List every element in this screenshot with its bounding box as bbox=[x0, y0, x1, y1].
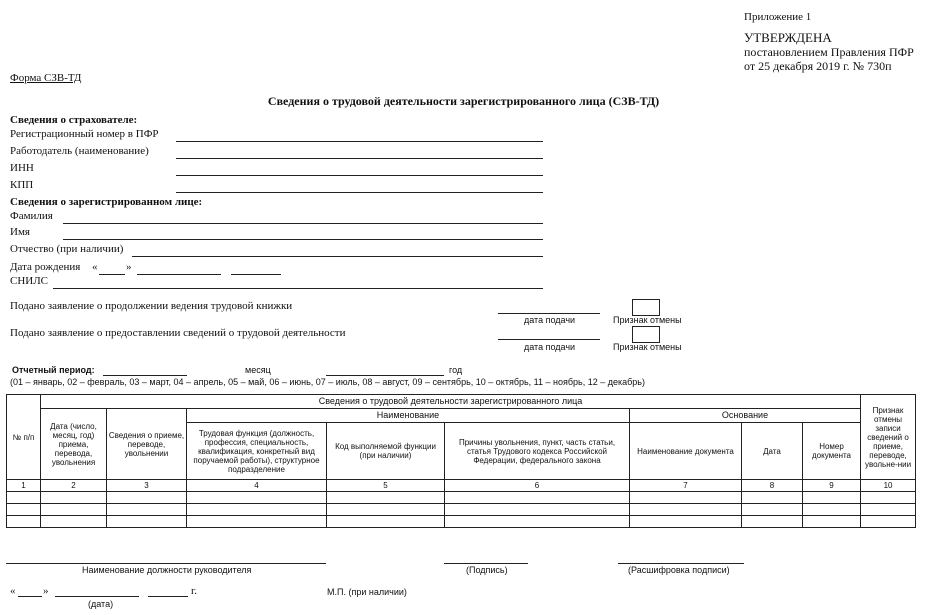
field-label-name: Имя bbox=[10, 226, 30, 238]
period-label: Отчетный период: bbox=[12, 365, 95, 375]
approved-decree: постановлением Правления ПФР bbox=[744, 45, 914, 59]
header-basis-group: Основание bbox=[630, 409, 861, 423]
head-position-caption: Наименование должности руководителя bbox=[82, 565, 252, 575]
kpp-line[interactable] bbox=[176, 192, 543, 193]
work-activity-table bbox=[6, 394, 916, 528]
appendix-label: Приложение 1 bbox=[744, 11, 812, 23]
table-row[interactable] bbox=[7, 504, 916, 516]
field-label-kpp: КПП bbox=[10, 179, 34, 191]
col-number: 3 bbox=[107, 480, 187, 492]
field-label-snils: СНИЛС bbox=[10, 275, 49, 287]
provide-info-cancel-caption: Признак отмены bbox=[613, 342, 682, 352]
header-group: Сведения о трудовой деятельности зарегистрированного лица bbox=[41, 395, 861, 409]
col-number: 4 bbox=[187, 480, 327, 492]
continue-book-label: Подано заявление о продолжении ведения трудовой книжки bbox=[10, 300, 293, 312]
column-numbers-row bbox=[7, 480, 916, 492]
col-number: 2 bbox=[41, 480, 107, 492]
col-number: 6 bbox=[445, 480, 630, 492]
patronymic-line[interactable] bbox=[132, 256, 543, 257]
col-number: 10 bbox=[861, 480, 916, 492]
sign-day-line[interactable] bbox=[18, 596, 42, 597]
signature-decode-caption: (Расшифровка подписи) bbox=[628, 565, 730, 575]
period-legend: (01 – январь, 02 – февраль, 03 – март, 04 – апрель, 05 – май, 06 – июнь, 07 – июль, 08 – август, 09 – сентябрь, 10 – октябрь, 11 – ноябрь, 12 – декабрь) bbox=[10, 377, 645, 387]
provide-info-cancel-box[interactable] bbox=[632, 326, 660, 343]
col-number: 1 bbox=[7, 480, 41, 492]
col-number: 7 bbox=[630, 480, 742, 492]
inn-line[interactable] bbox=[176, 175, 543, 176]
field-label-birth: Дата рождения bbox=[10, 261, 81, 273]
form-label: Форма СЗВ-ТД bbox=[10, 72, 82, 84]
header-code: Код выполняемой функции (при наличии) bbox=[327, 423, 445, 480]
period-year-caption: год bbox=[449, 365, 463, 375]
table-row[interactable] bbox=[7, 516, 916, 528]
surname-line[interactable] bbox=[63, 223, 543, 224]
approved-date: от 25 декабря 2019 г. № 730п bbox=[744, 59, 892, 73]
continue-book-date-caption: дата подачи bbox=[524, 315, 576, 325]
table-row[interactable] bbox=[7, 492, 916, 504]
col-number: 5 bbox=[327, 480, 445, 492]
stamp-caption: М.П. (при наличии) bbox=[327, 587, 407, 597]
year-suffix: г. bbox=[191, 585, 198, 597]
field-label-reg-number: Регистрационный номер в ПФР bbox=[10, 128, 159, 140]
date-close-quote: » bbox=[43, 585, 49, 597]
birth-open-quote: « bbox=[92, 261, 98, 273]
continue-book-cancel-caption: Признак отмены bbox=[613, 315, 682, 325]
birth-day-line[interactable] bbox=[99, 274, 125, 275]
insurer-heading: Сведения о страхователе: bbox=[10, 114, 138, 126]
header-num: № п/п bbox=[7, 395, 41, 480]
sign-year-line[interactable] bbox=[148, 596, 188, 597]
header-event: Сведения о приеме, переводе, увольнении bbox=[107, 409, 187, 480]
head-position-line[interactable] bbox=[6, 563, 326, 564]
header-doc-num: Номер документа bbox=[803, 423, 861, 480]
period-month-line[interactable] bbox=[103, 375, 187, 376]
provide-info-label: Подано заявление о предоставлении сведений о трудовой деятельности bbox=[10, 327, 346, 339]
header-reason: Причины увольнения, пункт, часть статьи, статья Трудового кодекса Российской Федерации, федерального закона bbox=[445, 423, 630, 480]
signature-line[interactable] bbox=[444, 563, 528, 564]
header-doc-date: Дата bbox=[742, 423, 803, 480]
continue-book-cancel-box[interactable] bbox=[632, 299, 660, 316]
provide-info-date-line[interactable] bbox=[498, 339, 600, 340]
field-label-employer: Работодатель (наименование) bbox=[10, 145, 149, 157]
signature-caption: (Подпись) bbox=[466, 565, 508, 575]
birth-month-line[interactable] bbox=[137, 274, 221, 275]
provide-info-date-caption: дата подачи bbox=[524, 342, 576, 352]
period-year-line[interactable] bbox=[326, 375, 444, 376]
person-heading: Сведения о зарегистрированном лице: bbox=[10, 196, 203, 208]
col-number: 9 bbox=[803, 480, 861, 492]
col-number: 8 bbox=[742, 480, 803, 492]
snils-line[interactable] bbox=[53, 288, 543, 289]
sign-date-caption: (дата) bbox=[88, 599, 114, 609]
header-name-group: Наименование bbox=[187, 409, 630, 423]
field-label-patronymic: Отчество (при наличии) bbox=[10, 243, 124, 255]
sign-month-line[interactable] bbox=[55, 596, 139, 597]
header-cancel: Признак отмены записи сведений о приеме, переводе, увольне-нии bbox=[861, 395, 916, 480]
page-title: Сведения о трудовой деятельности зарегистрированного лица (СЗВ-ТД) bbox=[267, 94, 660, 108]
reg-number-line[interactable] bbox=[176, 141, 543, 142]
header-date: Дата (число, месяц, год) приема, перевода, увольнения bbox=[41, 409, 107, 480]
field-label-surname: Фамилия bbox=[10, 210, 53, 222]
birth-close-quote: » bbox=[126, 261, 132, 273]
employer-line[interactable] bbox=[176, 158, 543, 159]
field-label-inn: ИНН bbox=[10, 162, 34, 174]
name-line[interactable] bbox=[63, 239, 543, 240]
header-function: Трудовая функция (должность, профессия, специальность, квалификация, конкретный вид поручаемой работы), структурное подразделение bbox=[187, 423, 327, 480]
approved-stamp: УТВЕРЖДЕНА bbox=[744, 30, 832, 45]
signature-decode-line[interactable] bbox=[618, 563, 744, 564]
period-month-caption: месяц bbox=[245, 365, 271, 375]
birth-year-line[interactable] bbox=[231, 274, 281, 275]
date-open-quote: « bbox=[10, 585, 16, 597]
continue-book-date-line[interactable] bbox=[498, 313, 600, 314]
header-doc-name: Наименование документа bbox=[630, 423, 742, 480]
